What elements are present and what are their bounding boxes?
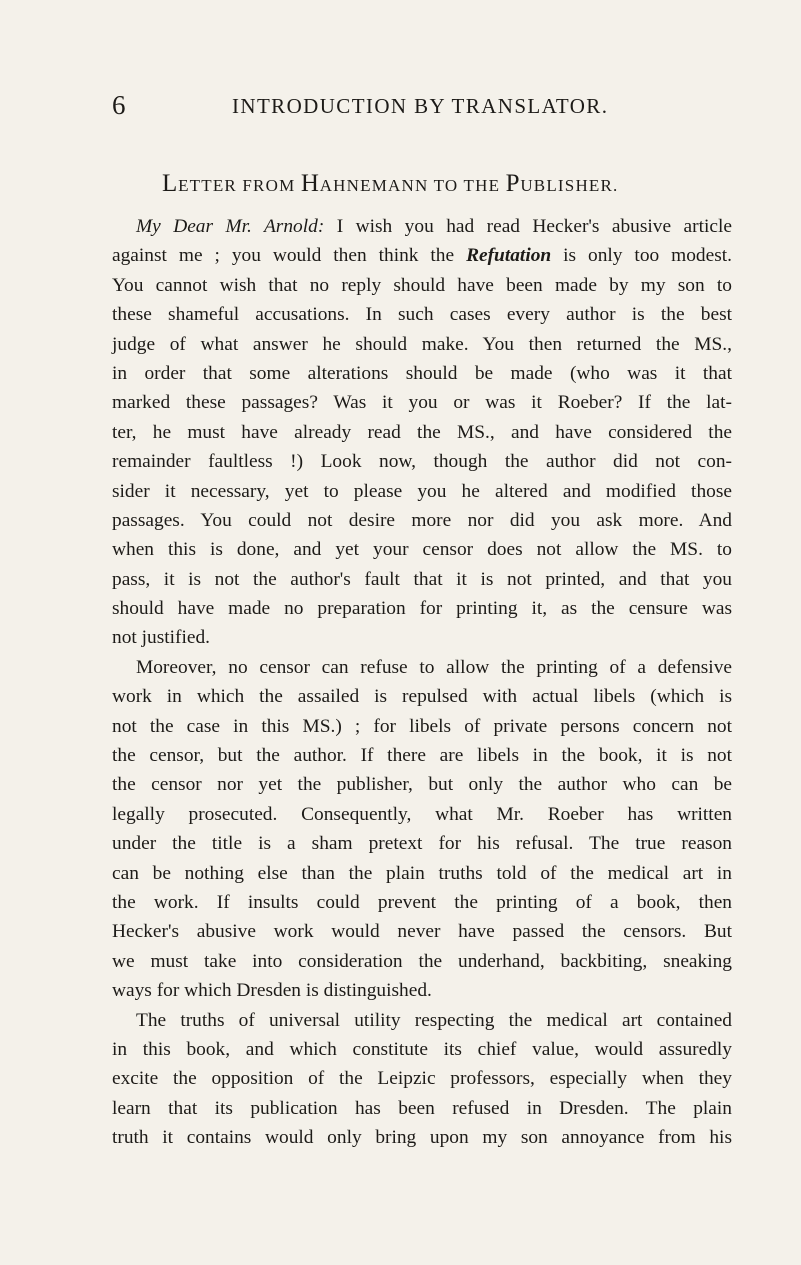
running-head [112, 90, 732, 120]
text-line: ways for which Dresden is distinguished. [112, 980, 432, 1002]
emphasis-text: Refutation [466, 245, 552, 267]
text-line: not justified. [112, 627, 211, 649]
text-line: Moreover, no censor can refuse to allow the printing of a defensive [136, 656, 732, 678]
running-title: INTRODUCTION BY TRANSLATOR. [232, 94, 609, 118]
text-line: can be nothing else than the plain truths told of the medical art in [112, 862, 732, 884]
text-line: not the case in this MS.) ; for libels of private persons concern not [112, 715, 732, 737]
text-line: You cannot wish that no reply should have been made by my son to [112, 274, 732, 296]
line-text: is only too modest. [551, 245, 733, 267]
text-line: in order that some alterations should be made (who was it that [112, 362, 732, 384]
text-line: marked these passages? Was it you or was it Roeber? If the lat- [112, 392, 732, 414]
text-line: truth it contains would only bring upon my son annoyance from his [112, 1127, 732, 1149]
text-line: should have made no preparation for printing it, as the censure was [112, 598, 732, 620]
letter-heading [162, 170, 619, 200]
text-line: when this is done, and yet your censor does not allow the MS. to [112, 539, 732, 561]
text-line: we must take into consideration the underhand, backbiting, sneaking [112, 950, 732, 972]
text-line: legally prosecuted. Consequently, what Mr. Roeber has written [112, 803, 732, 825]
text-line: work in which the assailed is repulsed with actual libels (which is [112, 686, 732, 708]
text-line: the censor, but the author. If there are libels in the book, it is not [112, 745, 732, 767]
text-line: the censor nor yet the publisher, but only the author who can be [112, 774, 732, 796]
line-text: I wish you had read Hecker's abusive article [324, 216, 732, 237]
text-line: these shameful accusations. In such cases every author is the best [112, 304, 732, 326]
line-text: against me ; you would then think the [112, 245, 467, 267]
text-line: learn that its publication has been refused in Dresden. The plain [112, 1097, 732, 1119]
text-line: the work. If insults could prevent the printing of a book, then [112, 891, 732, 913]
text-line [112, 212, 732, 241]
text-line: ter, he must have already read the MS., and have considered the [112, 421, 732, 443]
text-line: judge of what answer he should make. You then returned the MS., [112, 333, 732, 355]
heading-text: UBLISHER. [520, 176, 619, 195]
text-line [112, 241, 732, 270]
heading-text: AHNEMANN TO THE [319, 176, 506, 195]
text-line: under the title is a sham pretext for his refusal. The true reason [112, 833, 732, 855]
salutation: My Dear Mr. Arnold: [136, 216, 325, 237]
text-line: Hecker's abusive work would never have passed the censors. But [112, 921, 732, 943]
text-line: excite the opposition of the Leipzic professors, especially when they [112, 1068, 732, 1090]
text-line: sider it necessary, yet to please you he altered and modified those [112, 480, 732, 502]
text-line: pass, it is not the author's fault that it is not printed, and that you [112, 568, 732, 590]
text-line: passages. You could not desire more nor did you ask more. And [112, 509, 732, 531]
text-line: in this book, and which constitute its chief value, would assuredly [112, 1038, 732, 1060]
heading-initial: L [162, 170, 179, 197]
heading-text: ETTER FROM [178, 176, 301, 195]
page-number: 6 [112, 90, 126, 120]
heading-initial: P [505, 170, 521, 197]
text-line: The truths of universal utility respecting the medical art contained [136, 1009, 732, 1031]
letter-body [112, 212, 732, 1153]
heading-initial: H [300, 170, 320, 197]
text-line: remainder faultless !) Look now, though the author did not con- [112, 451, 732, 473]
